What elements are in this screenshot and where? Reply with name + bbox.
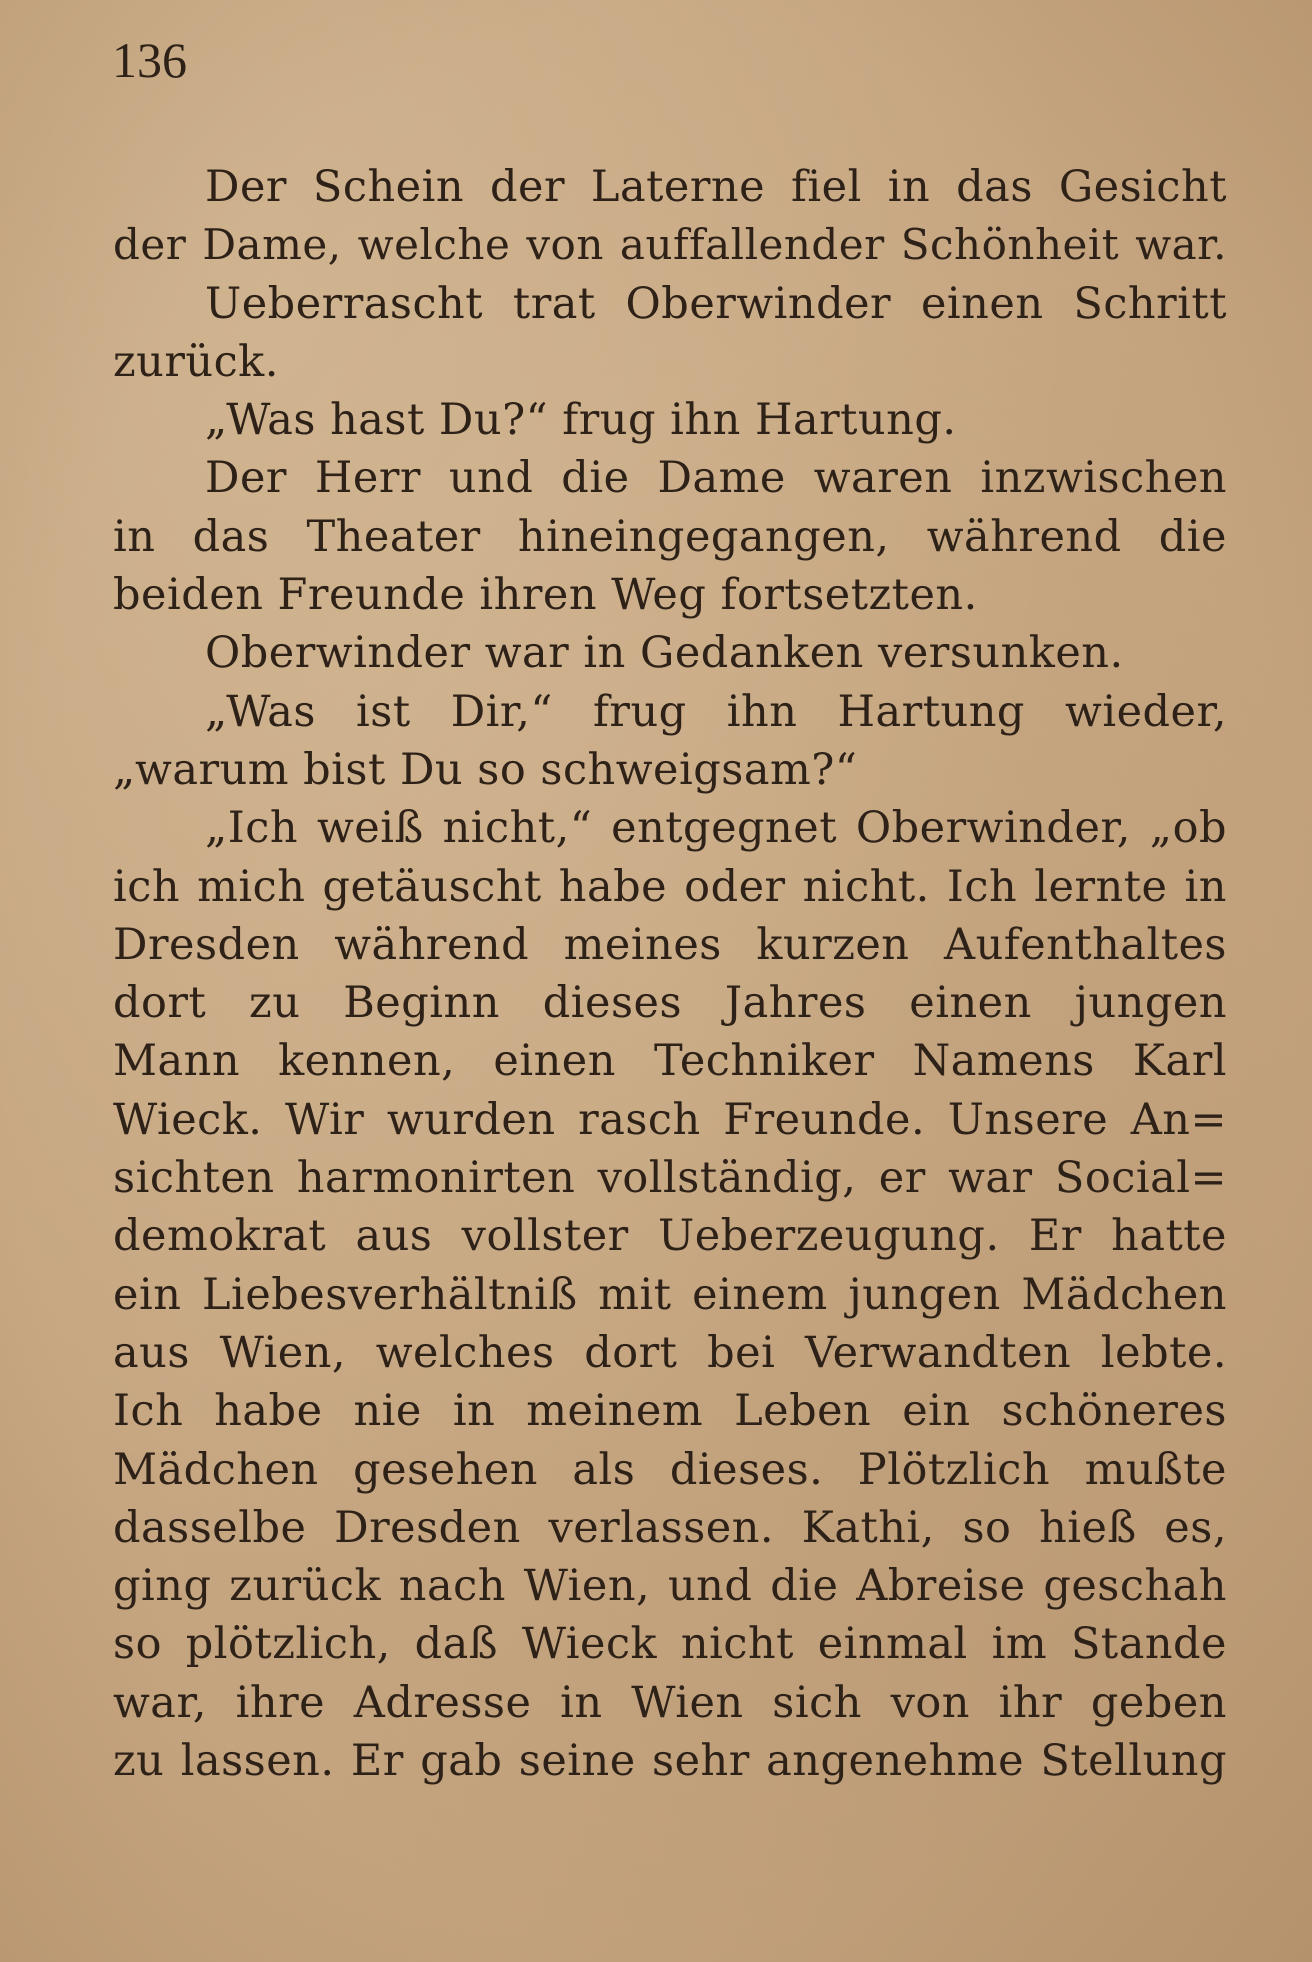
text-line: Der Herr und die Dame waren inzwischen xyxy=(205,453,1227,504)
text-line: der Dame, welche von auffallender Schönheit war. xyxy=(113,220,1227,270)
text-line: Ich habe nie in meinem Leben ein schöneres xyxy=(113,1386,1227,1437)
text-line: ein Liebesverhältniß mit einem jungen Mädchen xyxy=(113,1269,1227,1320)
text-line: war, ihre Adresse in Wien sich von ihr geben xyxy=(113,1677,1227,1728)
text-line: dort zu Beginn dieses Jahres einen jungen xyxy=(113,978,1227,1029)
text-line: Mädchen gesehen als dieses. Plötzlich mußte xyxy=(113,1444,1227,1495)
text-line: beiden Freunde ihren Weg fortsetzten. xyxy=(113,570,978,621)
text-line: Mann kennen, einen Techniker Namens Karl xyxy=(113,1036,1227,1087)
text-line: ging zurück nach Wien, und die Abreise geschah xyxy=(113,1561,1227,1612)
text-line: „Was hast Du?“ frug ihn Hartung. xyxy=(205,395,957,446)
text-line: in das Theater hineingegangen, während die xyxy=(113,511,1227,562)
text-line: zu lassen. Er gab seine sehr angenehme Stellung xyxy=(113,1736,1227,1787)
text-line: zurück. xyxy=(113,336,279,387)
body-text xyxy=(113,158,1227,1790)
text-line: sichten harmonirten vollständig, er war Social= xyxy=(113,1153,1227,1204)
text-line: „warum bist Du so schweigsam?“ xyxy=(113,744,858,795)
text-line: Ueberrascht trat Oberwinder einen Schritt xyxy=(205,278,1227,329)
text-line: „Ich weiß nicht,“ entgegnet Oberwinder, „ob xyxy=(205,803,1227,854)
text-line: Oberwinder war in Gedanken versunken. xyxy=(205,628,1124,679)
text-line: so plötzlich, daß Wieck nicht einmal im Stande xyxy=(113,1619,1227,1670)
text-line: demokrat aus vollster Ueberzeugung. Er hatte xyxy=(113,1211,1227,1262)
text-line: Der Schein der Laterne fiel in das Gesicht xyxy=(205,162,1227,212)
text-line: Wieck. Wir wurden rasch Freunde. Unsere An= xyxy=(113,1094,1227,1145)
page-number: 136 xyxy=(112,32,187,88)
text-line: dasselbe Dresden verlassen. Kathi, so hieß es, xyxy=(113,1502,1227,1553)
text-line: aus Wien, welches dort bei Verwandten lebte. xyxy=(113,1327,1227,1378)
text-line: Dresden während meines kurzen Aufenthaltes xyxy=(113,919,1227,970)
text-line: ich mich getäuscht habe oder nicht. Ich lernte in xyxy=(113,861,1227,912)
text-line: „Was ist Dir,“ frug ihn Hartung wieder, xyxy=(205,686,1227,737)
